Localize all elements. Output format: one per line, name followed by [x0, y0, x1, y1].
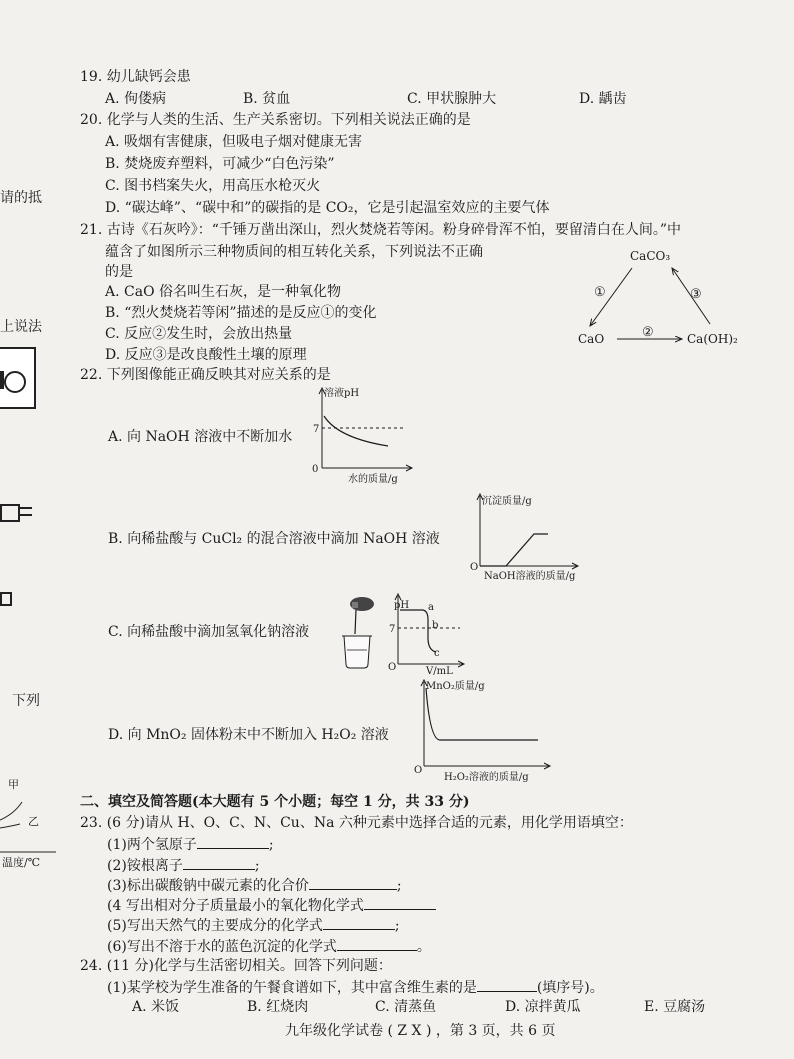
answer-blank[interactable]	[337, 937, 417, 951]
margin-fragment: 温度/℃	[2, 856, 41, 869]
q21-option-a: A. CaO 俗名叫生石灰，是一种氧化物	[105, 284, 341, 300]
q20-option-a: A. 吸烟有害健康，但吸电子烟对健康无害	[105, 134, 363, 150]
svg-text:H₂O₂溶液的质量/g: H₂O₂溶液的质量/g	[444, 772, 529, 783]
diagram-reaction-2: ②	[642, 325, 654, 340]
q23-item-3: (3)标出碳酸钠中碳元素的化合价 ;	[107, 878, 402, 894]
margin-fragment: 下列	[12, 693, 40, 709]
graph-b-line	[480, 534, 548, 566]
margin-fragment: 请的抵	[0, 190, 42, 206]
q24-option-a: A. 米饭	[132, 999, 180, 1015]
diagram-reaction-1: ①	[594, 285, 606, 300]
q24-sub1: (1)某学校为学生准备的午餐食谱如下，其中富含维生素的是 (填序号)。	[107, 980, 604, 996]
svg-text:O: O	[470, 562, 479, 573]
svg-text:7: 7	[313, 424, 320, 435]
q23-item-6: (6)写出不溶于水的蓝色沉淀的化学式 。	[107, 939, 431, 955]
page-footer: 九年级化学试卷 ( Z X ) ，第 3 页，共 6 页	[285, 1023, 556, 1039]
svg-text:pH: pH	[394, 600, 410, 611]
svg-text:NaOH溶液的质量/g: NaOH溶液的质量/g	[484, 571, 576, 582]
q21-stem-line1: 21. 古诗《石灰吟》：“千锤万凿出深山，烈火焚烧若等闲。粉身碎骨浑不怕，要留清白在人间。”中	[80, 222, 682, 238]
q20-option-c: C. 图书档案失火，用高压水枪灭火	[105, 178, 321, 194]
svg-text:V/mL: V/mL	[426, 666, 453, 677]
q23-item-1: (1)两个氢原子 ;	[107, 837, 274, 853]
q20-option-b: B. 焚烧废弃塑料，可减少“白色污染”	[105, 156, 335, 172]
q24-option-b: B. 红烧肉	[247, 999, 309, 1015]
q20-stem: 20. 化学与人类的生活、生产关系密切。下列相关说法正确的是	[80, 112, 471, 128]
svg-text:7: 7	[389, 624, 396, 635]
q20-option-d: D. “碳达峰”、“碳中和”的碳指的是 CO₂，它是引起温室效应的主要气体	[105, 200, 550, 216]
q19-option-c: C. 甲状腺肿大	[407, 91, 497, 107]
svg-text:c: c	[434, 648, 440, 659]
svg-text:0: 0	[312, 464, 319, 475]
q23-item-2: (2)铵根离子 ;	[107, 858, 260, 874]
q22-graph-c	[384, 590, 468, 676]
margin-fragment: 甲	[8, 778, 19, 791]
q23-item-4: (4 写出相对分子质量最小的氧化物化学式	[107, 896, 436, 915]
margin-plug-icon	[0, 500, 30, 522]
q21-option-c: C. 反应②发生时，会放出热量	[105, 326, 293, 342]
diagram-label-caco3: CaCO₃	[630, 249, 671, 263]
section2-title: 二、填空及简答题(本大题有 5 个小题；每空 1 分，共 33 分)	[80, 794, 470, 810]
q21-conversion-diagram	[570, 244, 750, 354]
margin-fragment: 乙	[28, 815, 39, 828]
q22-option-b: B. 向稀盐酸与 CuCl₂ 的混合溶液中滴加 NaOH 溶液	[108, 531, 440, 547]
q24-option-e: E. 豆腐汤	[644, 999, 706, 1015]
diagram-reaction-3: ③	[690, 287, 702, 302]
q21-stem-line3: 的是	[105, 264, 133, 280]
margin-figure-fragment	[0, 347, 36, 409]
burette-beaker-illustration	[338, 594, 382, 674]
svg-text:沉淀质量/g: 沉淀质量/g	[482, 496, 532, 507]
svg-text:MnO₂质量/g: MnO₂质量/g	[426, 681, 485, 692]
answer-blank[interactable]	[183, 856, 255, 870]
q19-stem: 19. 幼儿缺钙会患	[80, 69, 191, 85]
margin-graph-fragment	[0, 780, 60, 860]
q22-graph-b	[468, 490, 588, 586]
margin-box-fragment	[0, 592, 12, 606]
answer-blank[interactable]	[309, 876, 397, 890]
svg-text:O: O	[414, 765, 423, 776]
q19-option-b: B. 贫血	[243, 91, 291, 107]
q22-option-c: C. 向稀盐酸中滴加氢氧化钠溶液	[108, 624, 310, 640]
svg-text:O: O	[388, 662, 397, 673]
diagram-label-cao: CaO	[578, 332, 605, 346]
diagram-label-caoh2: Ca(OH)₂	[687, 332, 738, 346]
q22-graph-d	[410, 676, 560, 784]
q22-option-d: D. 向 MnO₂ 固体粉末中不断加入 H₂O₂ 溶液	[108, 727, 389, 743]
q24-stem: 24. (11 分)化学与生活密切相关。回答下列问题：	[80, 958, 392, 974]
svg-text:a: a	[428, 602, 434, 613]
answer-blank[interactable]	[197, 835, 269, 849]
q23-item-5: (5)写出天然气的主要成分的化学式 ;	[107, 918, 400, 934]
q23-stem: 23. (6 分)请从 H、O、C、N、Cu、Na 六种元素中选择合适的元素，用化学用语填空：	[80, 815, 633, 831]
q21-stem-line2: 蕴含了如图所示三种物质间的相互转化关系，下列说法不正确	[105, 244, 483, 260]
q22-graph-a	[308, 384, 418, 484]
q22-stem: 22. 下列图像能正确反映其对应关系的是	[80, 367, 331, 383]
graph-d-curve	[426, 688, 538, 740]
svg-text:水的质量/g: 水的质量/g	[348, 474, 398, 485]
answer-blank[interactable]	[477, 978, 537, 992]
svg-text:b: b	[432, 620, 439, 631]
beaker-icon	[344, 636, 370, 668]
q24-option-c: C. 清蒸鱼	[375, 999, 437, 1015]
graph-a-curve	[324, 416, 388, 446]
q19-option-a: A. 佝偻病	[105, 91, 167, 107]
q22-option-a: A. 向 NaOH 溶液中不断加水	[108, 429, 293, 445]
graph-c-curve	[400, 610, 439, 652]
q21-option-b: B. “烈火焚烧若等闲”描述的是反应①的变化	[105, 305, 377, 321]
margin-fragment: 上说法	[0, 319, 42, 335]
svg-text:溶液pH: 溶液pH	[324, 388, 360, 399]
q24-option-d: D. 凉拌黄瓜	[505, 999, 581, 1015]
q21-option-d: D. 反应③是改良酸性土壤的原理	[105, 347, 307, 363]
answer-blank[interactable]	[364, 896, 436, 910]
q19-option-d: D. 龋齿	[579, 91, 627, 107]
answer-blank[interactable]	[323, 916, 395, 930]
